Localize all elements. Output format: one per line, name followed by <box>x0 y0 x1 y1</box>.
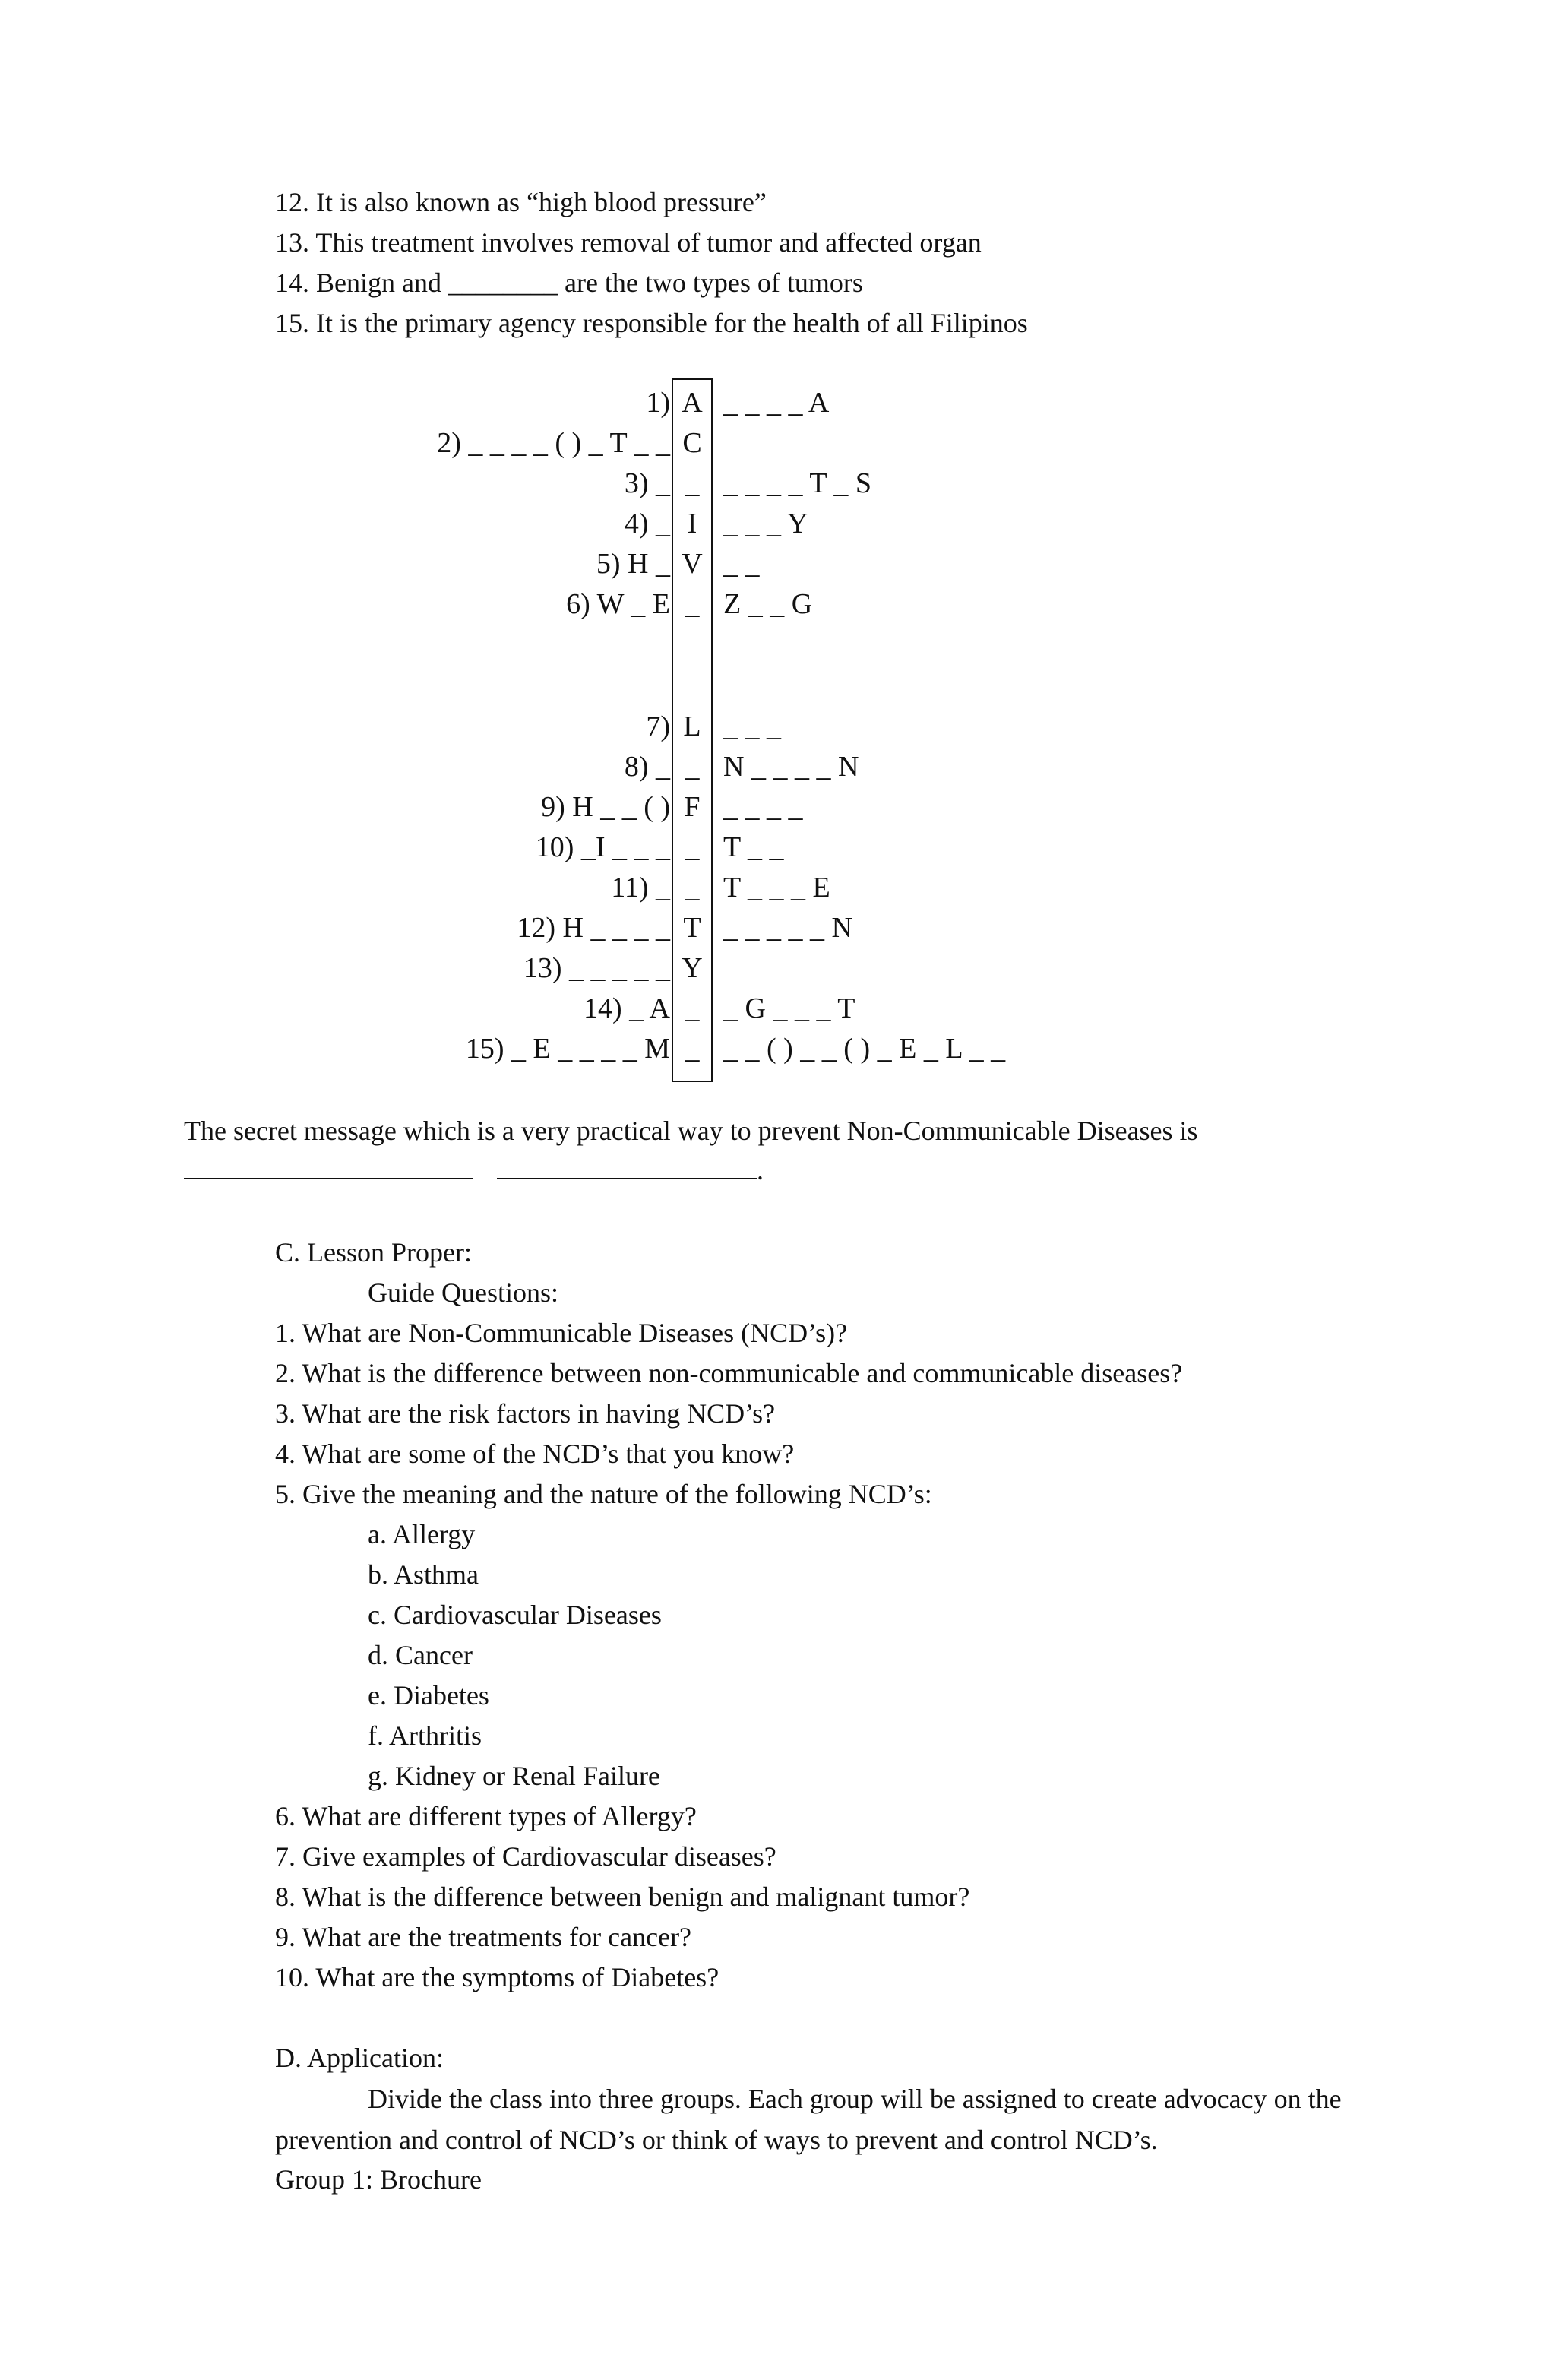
crossword-row-10-right: T _ _ <box>723 831 784 863</box>
crossword-row-13-left: 13) _ _ _ _ _ <box>523 952 670 984</box>
question-3: 3. What are the risk factors in having NCD’s? <box>275 1398 776 1429</box>
crossword-row-8-key: _ <box>685 751 700 783</box>
application-heading: D. Application: <box>275 2043 444 2073</box>
crossword-row-12-left: 12) H _ _ _ _ <box>517 912 670 944</box>
crossword-row-14-right: _ G _ _ _ T <box>723 992 855 1024</box>
crossword-row-4-key: I <box>687 508 697 540</box>
ncd-item-diabetes: e. Diabetes <box>368 1680 489 1711</box>
crossword-row-3-right: _ _ _ _ T _ S <box>723 467 871 499</box>
question-4: 4. What are some of the NCD’s that you know? <box>275 1438 795 1469</box>
crossword-row-9-left: 9) H _ _ ( ) <box>541 791 670 823</box>
crossword-row-5-left: 5) H _ <box>596 548 670 580</box>
question-2: 2. What is the difference between non-communicable and communicable diseases? <box>275 1358 1183 1388</box>
crossword-row-15-key: _ <box>685 1033 700 1065</box>
ncd-item-allergy: a. Allergy <box>368 1519 476 1549</box>
crossword-row-4-right: _ _ _ Y <box>723 508 808 540</box>
group-1-label: Group 1: Brochure <box>275 2164 482 2195</box>
answer-blank-1[interactable] <box>184 1178 473 1179</box>
clue-15: 15. It is the primary agency responsible for the health of all Filipinos <box>275 308 1028 338</box>
question-8: 8. What is the difference between benign and malignant tumor? <box>275 1882 970 1912</box>
clue-13: 13. This treatment involves removal of tumor and affected organ <box>275 227 982 258</box>
crossword-row-15-left: 15) _ E _ _ _ _ M <box>465 1033 670 1065</box>
answer-blank-2[interactable] <box>497 1178 757 1179</box>
question-6: 6. What are different types of Allergy? <box>275 1801 697 1831</box>
crossword-row-5-key: V <box>682 548 703 580</box>
secret-message-prompt: The secret message which is a very practical way to prevent Non-Communicable Diseases is <box>184 1116 1198 1146</box>
clue-list <box>275 182 1028 343</box>
crossword-row-13-key: Y <box>682 952 703 984</box>
crossword-row-7-left: 7) <box>646 711 670 742</box>
crossword-row-7-key: L <box>683 711 701 742</box>
crossword-row-11-key: _ <box>685 872 700 904</box>
lesson-proper-heading: C. Lesson Proper: <box>275 1237 472 1268</box>
question-10: 10. What are the symptoms of Diabetes? <box>275 1962 719 1992</box>
crossword-row-10-left: 10) _I _ _ _ <box>535 831 670 863</box>
crossword-row-6-left: 6) W _ E <box>566 588 670 620</box>
ncd-item-kidney: g. Kidney or Renal Failure <box>368 1761 660 1791</box>
crossword-row-12-key: T <box>683 912 701 944</box>
question-9: 9. What are the treatments for cancer? <box>275 1922 692 1952</box>
ncd-item-arthritis: f. Arthritis <box>368 1720 482 1751</box>
crossword-row-8-right: N _ _ _ _ N <box>723 751 859 783</box>
crossword-row-10-key: _ <box>685 831 700 863</box>
crossword-row-6-key: _ <box>685 588 700 620</box>
crossword-row-2-left: 2) _ _ _ _ ( ) _ T _ _ <box>437 427 670 459</box>
crossword-row-5-right: _ _ <box>723 548 760 580</box>
crossword-row-12-right: _ _ _ _ _ N <box>723 912 852 944</box>
crossword-row-15-right: _ _ ( ) _ _ ( ) _ E _ L _ _ <box>723 1033 1006 1065</box>
clue-14: 14. Benign and ________ are the two types of tumors <box>275 267 863 298</box>
crossword-row-9-key: F <box>684 791 701 823</box>
ncd-item-asthma: b. Asthma <box>368 1559 479 1590</box>
crossword-row-11-left: 11) _ <box>611 872 670 904</box>
crossword-row-8-left: 8) _ <box>624 751 670 783</box>
crossword-row-3-key: _ <box>685 467 700 499</box>
ncd-item-cancer: d. Cancer <box>368 1640 473 1670</box>
question-1: 1. What are Non-Communicable Diseases (NCD’s)? <box>275 1318 848 1348</box>
crossword-row-14-key: _ <box>685 992 700 1024</box>
application-paragraph: Divide the class into three groups. Each group will be assigned to create advocacy on the prevention and control of NCD’s or think of ways to prevent and control NCD’s. <box>275 2084 1342 2155</box>
crossword-row-14-left: 14) _ A <box>584 992 670 1024</box>
crossword-row-1-key: A <box>682 387 703 419</box>
crossword-row-7-right: _ _ _ <box>723 711 781 742</box>
question-5: 5. Give the meaning and the nature of the following NCD’s: <box>275 1479 932 1509</box>
crossword-row-9-right: _ _ _ _ <box>723 791 803 823</box>
crossword-row-6-right: Z _ _ G <box>723 588 813 620</box>
crossword-row-2-key: C <box>682 427 702 459</box>
crossword-row-3-left: 3) _ <box>624 467 670 499</box>
question-7: 7. Give examples of Cardiovascular diseases? <box>275 1841 776 1872</box>
crossword-row-1-right: _ _ _ _ A <box>723 387 830 419</box>
crossword-row-1-left: 1) <box>646 387 670 419</box>
clue-12: 12. It is also known as “high blood pressure” <box>275 187 767 217</box>
crossword-row-4-left: 4) _ <box>624 508 670 540</box>
crossword-puzzle <box>0 0 1556 1125</box>
answer-period: . <box>757 1155 764 1185</box>
hidden-word-column <box>672 378 713 1082</box>
guide-questions-heading: Guide Questions: <box>368 1277 558 1308</box>
ncd-item-cardiovascular: c. Cardiovascular Diseases <box>368 1600 662 1630</box>
crossword-row-11-right: T _ _ _ E <box>723 872 830 904</box>
